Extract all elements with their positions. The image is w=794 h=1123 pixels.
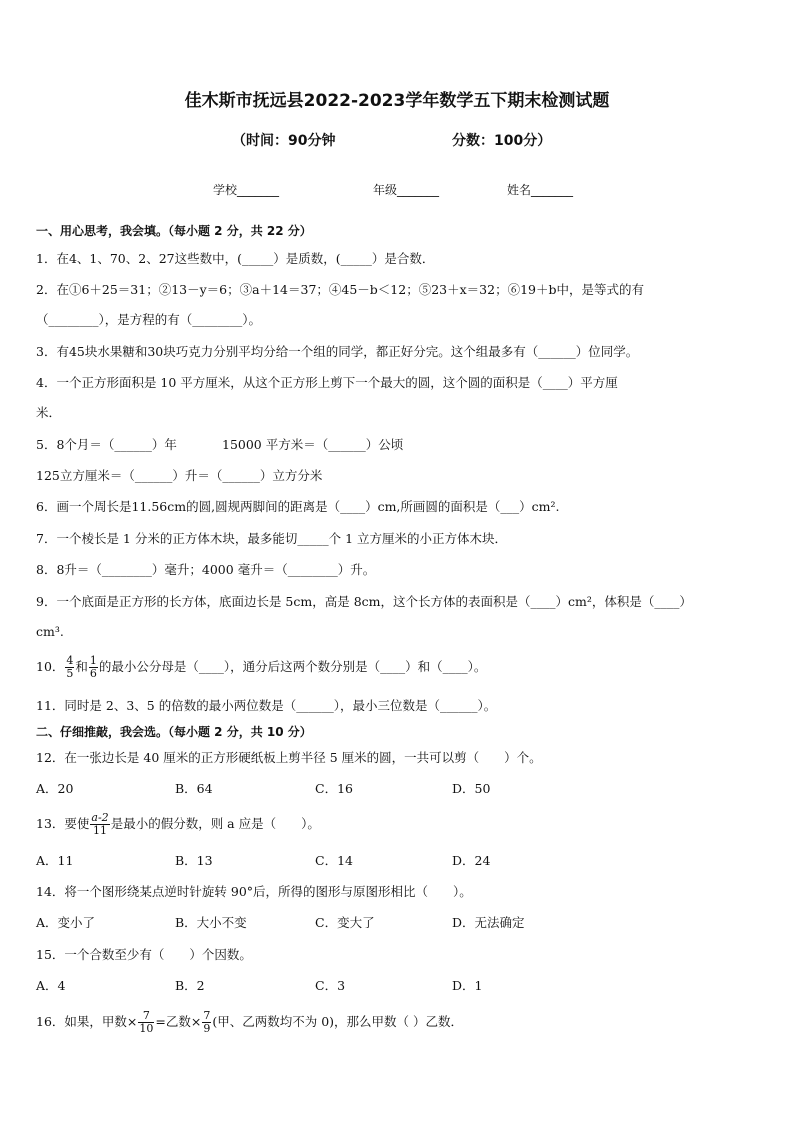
fraction-4-5: $\frac{4}{5}$ bbox=[66, 654, 74, 680]
option-d: D．1 bbox=[452, 978, 483, 993]
question-9-line-1: 9．一个底面是正方形的长方体，底面边长是 5cm，高是 8cm，这个长方体的表面积是（____）cm²，体积是（____） bbox=[36, 594, 692, 609]
question-16-prefix: 16．如果，甲数× bbox=[36, 1014, 138, 1029]
question-12: 12．在一张边长是 40 厘米的正方形硬纸板上剪半径 5 厘米的圆，一共可以剪（ ）个。 bbox=[36, 750, 542, 765]
school-field: 学校_______ bbox=[213, 183, 280, 197]
question-11: 11．同时是 2、3、5 的倍数的最小两位数是（______），最小三位数是（______）。 bbox=[36, 698, 497, 713]
option-d: D．无法确定 bbox=[452, 915, 525, 930]
option-c: C．14 bbox=[315, 853, 353, 868]
section-1-heading: 一、用心思考，我会填。（每小题 2 分，共 22 分） bbox=[36, 224, 312, 238]
question-1: 1．在4、1、70、2、27这些数中，(_____）是质数，(_____）是合数． bbox=[36, 251, 435, 266]
question-10 bbox=[36, 655, 764, 680]
question-8: 8．8升＝（________）毫升；4000 毫升＝（________）升。 bbox=[36, 562, 376, 577]
option-b: B．64 bbox=[175, 781, 213, 796]
question-5-line-1 bbox=[36, 436, 764, 454]
question-16-suffix: (甲、乙两数均不为 0)，那么甲数（ ）乙数． bbox=[212, 1014, 463, 1029]
question-5-part-b: 15000 平方米＝（______）公顷 bbox=[222, 437, 404, 452]
question-6: 6．画一个周长是11.56cm的圆,圆规两脚间的距离是（____）cm,所画圆的面积是（___）cm². bbox=[36, 499, 560, 514]
question-5-part-a: 5．8个月＝（______）年 bbox=[36, 437, 177, 452]
question-2-line-2: （________），是方程的有（________）。 bbox=[36, 312, 262, 327]
question-3: 3．有45块水果糖和30块巧克力分别平均分给一个组的同学，都正好分完。这个组最多有（______）位同学。 bbox=[36, 344, 639, 359]
section-2-heading: 二、仔细推敲，我会选。（每小题 2 分，共 10 分） bbox=[36, 725, 312, 739]
question-10-mid: 和 bbox=[75, 659, 88, 674]
option-c: C．变大了 bbox=[315, 915, 375, 930]
question-4-line-2: 米． bbox=[36, 405, 62, 420]
fraction-7-9: $\frac{7}{9}$ bbox=[203, 1009, 211, 1035]
option-b: B．大小不变 bbox=[175, 915, 247, 930]
option-b: B．2 bbox=[175, 978, 205, 993]
fraction-a-minus-2-over-11: $\frac{a-2}{11}$ bbox=[91, 811, 109, 837]
question-13-prefix: 13．要使 bbox=[36, 816, 90, 831]
option-a: A．4 bbox=[36, 978, 66, 993]
option-d: D．50 bbox=[452, 781, 491, 796]
question-5-line-2: 125立方厘米＝（______）升＝（______）立方分米 bbox=[36, 468, 323, 483]
exam-time: （时间：90分钟 bbox=[232, 133, 336, 149]
page-title: 佳木斯市抚远县2022-2023学年数学五下期末检测试题 bbox=[184, 91, 610, 111]
question-13 bbox=[36, 812, 764, 837]
name-field: 姓名_______ bbox=[507, 183, 574, 197]
question-16-mid: =乙数× bbox=[155, 1014, 202, 1029]
question-15: 15．一个合数至少有（ ）个因数。 bbox=[36, 947, 252, 962]
question-13-suffix: 是最小的假分数，则 a 应是（ ）。 bbox=[110, 816, 320, 831]
question-10-suffix: 的最小公分母是（____），通分后这两个数分别是（____）和（____）。 bbox=[98, 659, 487, 674]
exam-score: 分数：100分） bbox=[452, 133, 552, 149]
option-c: C．3 bbox=[315, 978, 346, 993]
question-9-line-2: cm³. bbox=[36, 624, 64, 639]
option-b: B．13 bbox=[175, 853, 213, 868]
question-4-line-1: 4．一个正方形面积是 10 平方厘米，从这个正方形上剪下一个最大的圆，这个圆的面积是（____）平方厘 bbox=[36, 375, 618, 390]
grade-field: 年级_______ bbox=[373, 183, 440, 197]
option-c: C．16 bbox=[315, 781, 353, 796]
option-d: D．24 bbox=[452, 853, 491, 868]
question-10-prefix: 10． bbox=[36, 659, 65, 674]
question-2-line-1: 2．在①6＋25＝31；②13－y＝6；③a＋14＝37；④45－b＜12；⑤23＋x＝32；⑥19＋b中，是等式的有 bbox=[36, 282, 644, 297]
question-16 bbox=[36, 1010, 764, 1035]
question-14: 14．将一个图形绕某点逆时针旋转 90°后，所得的图形与原图形相比（ ）。 bbox=[36, 884, 472, 899]
option-a: A．20 bbox=[36, 781, 74, 796]
option-a: A．变小了 bbox=[36, 915, 96, 930]
question-7: 7．一个棱长是 1 分米的正方体木块，最多能切_____个 1 立方厘米的小正方体木块． bbox=[36, 531, 508, 546]
option-a: A．11 bbox=[36, 853, 74, 868]
fraction-1-6: $\frac{1}{6}$ bbox=[89, 654, 97, 680]
fraction-7-10: $\frac{7}{10}$ bbox=[139, 1009, 154, 1035]
